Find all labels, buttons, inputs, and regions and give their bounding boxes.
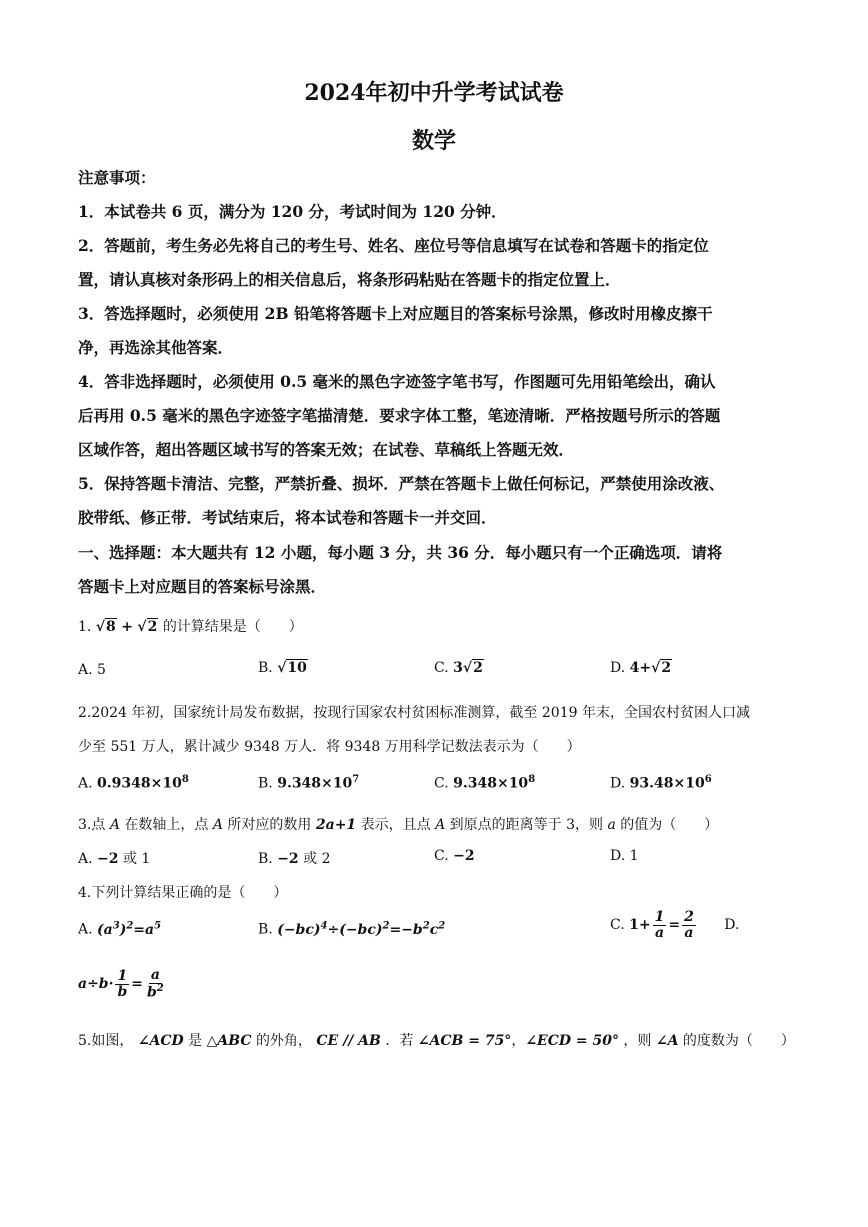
q4-option-d: a÷b· $\frac{1}{b}$ = $\frac{a}{b^2}$ <box>78 967 164 1001</box>
notice-line-8: 区域作答，超出答题区域书写的答案无效；在试卷、草稿纸上答题无效． <box>78 440 575 459</box>
section-heading-line-1: 一、选择题：本大题共有 12 小题，每小题 3 分，共 36 分．每小题只有一个正确选项．请将 <box>78 543 723 562</box>
q2-option-c: C. $9.348\times 10^8$ <box>434 774 536 792</box>
q1-option-c: C. 3√2 <box>434 660 483 676</box>
question-2-line-2: 少至 551 万人，累计减少 9348 万人．将 9348 万用科学记数法表示为（ ） <box>78 739 581 755</box>
q4-option-c: C. 1+ $\frac{1}{a}$ = $\frac{2}{a}$ D. <box>610 909 740 941</box>
q4-option-a: A. $(a^3)^2=a^5$ <box>78 920 162 938</box>
q3-option-d: D. 1 <box>610 848 639 864</box>
q3-option-c: C. −2 <box>434 848 475 864</box>
sqrt-expression: √2 <box>137 619 158 635</box>
q1-option-b: B. √10 <box>258 660 307 676</box>
q3-option-a: A. −2 或 1 <box>78 851 151 867</box>
notice-line-7: 后再用 0.5 毫米的黑色字迹签字笔描清楚．要求字体工整，笔迹清晰．严格按题号所示的答题 <box>78 406 721 425</box>
notice-line-6: 4．答非选择题时，必须使用 0.5 毫米的黑色字迹签字笔书写，作图题可先用铅笔绘出，确认 <box>78 372 716 391</box>
notice-line-9: 5．保持答题卡清洁、完整，严禁折叠、损坏．严禁在答题卡上做任何标记，严禁使用涂改液、 <box>78 474 725 493</box>
q2-option-b: B. $9.348\times 10^7$ <box>258 774 360 792</box>
sqrt-expression: √8 <box>95 619 116 635</box>
notice-line-1: 1．本试卷共 6 页，满分为 120 分，考试时间为 120 分钟． <box>78 202 507 221</box>
q1-option-a: A. 5 <box>78 662 106 678</box>
notice-line-3: 置，请认真核对条形码上的相关信息后，将条形码粘贴在答题卡的指定位置上． <box>78 270 621 289</box>
q3-option-b: B. −2 或 2 <box>258 851 331 867</box>
notice-heading: 注意事项： <box>78 168 156 187</box>
notice-line-5: 净，再选涂其他答案． <box>78 338 234 357</box>
notice-line-2: 2．答题前，考生务必先将自己的考生号、姓名、座位号等信息填写在试卷和答题卡的指定位 <box>78 236 709 255</box>
question-2-line-1: 2.2024 年初，国家统计局发布数据，按现行国家农村贫困标准测算，截至 2019 年末，全国农村贫困人口减 <box>78 705 750 721</box>
notice-line-4: 3．答选择题时，必须使用 2B 铅笔将答题卡上对应题目的答案标号涂黑，修改时用橡皮擦干 <box>78 304 713 323</box>
question-5: 5.如图， ∠ACD 是 △ABC 的外角， CE // AB ．若 ∠ACB = 75°，∠ECD = 50° ，则 ∠A 的度数为（ ） <box>78 1033 795 1049</box>
notice-line-10: 胶带纸、修正带．考试结束后，将本试卷和答题卡一并交回． <box>78 508 497 527</box>
question-4: 4.下列计算结果正确的是（ ） <box>78 885 288 901</box>
q2-option-a: A. $0.9348\times 10^8$ <box>78 774 189 792</box>
section-heading-line-2: 答题卡上对应题目的答案标号涂黑． <box>78 577 327 596</box>
q4-option-b: B. $(-bc)^4\div(-bc)^2=-b^2c^2$ <box>258 920 446 938</box>
question-1: 1. √8 + √2 的计算结果是（ ） <box>78 619 303 635</box>
q2-option-d: D. $93.48\times 10^6$ <box>610 774 712 792</box>
q1-option-d: D. 4+√2 <box>610 660 672 676</box>
exam-title: 2024年初中升学考试试卷 <box>304 80 564 106</box>
subject-title: 数学 <box>411 128 456 154</box>
question-3: 3.点 A 在数轴上，点 A 所对应的数用 2a+1 表示，且点 A 到原点的距离等于 3，则 a 的值为（ ） <box>78 817 719 833</box>
